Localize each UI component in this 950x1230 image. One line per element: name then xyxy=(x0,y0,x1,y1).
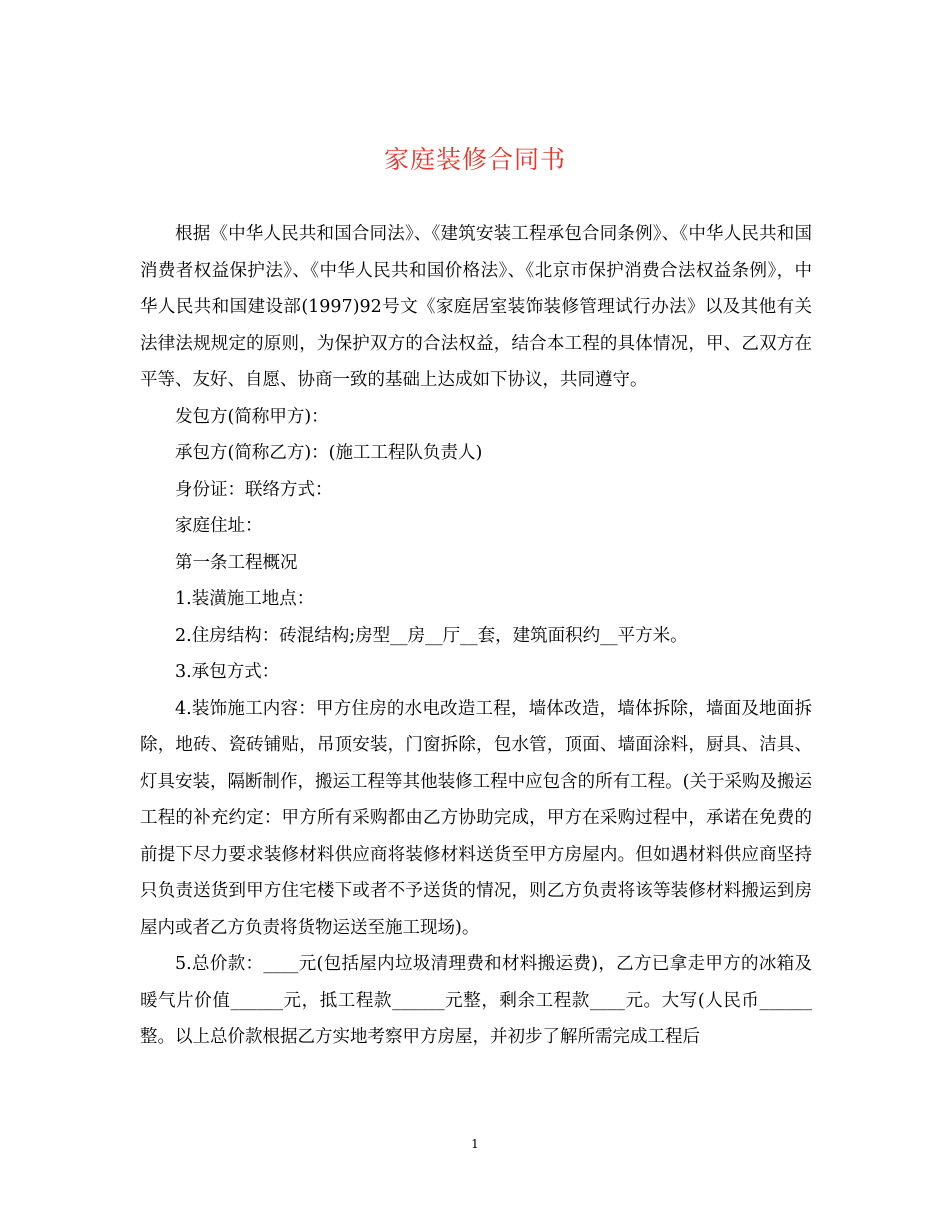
paragraph-address: 家庭住址： xyxy=(175,516,263,536)
section-heading-article-1: 第一条工程概况 xyxy=(175,552,298,573)
document-title: 家庭装修合同书 xyxy=(383,145,566,174)
paragraph-item-4: 4.装饰施工内容：甲方住房的水电改造工程，墙体改造，墙体拆除，墙面及地面拆除，地砖、瓷砖铺贴，吊顶安装，门窗拆除，包水管，顶面、墙面涂料，厨具、洁具、灯具安装，隔断制作，搬运工程等其他装修工程中应包含的所有工程。(关于采购及搬运工程的补充约定：甲方所有采购都由乙方协助完成，甲方在采购过程中，承诺在免费的前提下尽力要求装修材料供应商将装修材料送货至甲方房屋内。但如遇材料供应商坚持只负责送货到甲方住宅楼下或者不予送货的情况，则乙方负责将该等装修材料搬运到房屋内或者乙方负责将货物运送至施工现场)。 xyxy=(140,698,812,938)
paragraph-party-b: 承包方(简称乙方)：(施工工程队负责人) xyxy=(175,443,483,463)
paragraph-item-5: 5.总价款：____元(包括屋内垃圾清理费和材料搬运费)，乙方已拿走甲方的冰箱及暖气片价值______元，抵工程款______元整，剩余工程款____元。大写(人民币______整。以上总价款根据乙方实地考察甲方房屋，并初步了解所需完成工程后 xyxy=(140,954,812,1047)
paragraph-item-2: 2.住房结构：砖混结构;房型__房__厅__套，建筑面积约__平方米。 xyxy=(175,625,688,646)
page-number: 1 xyxy=(471,1137,479,1151)
paragraph-id-contact: 身份证：联络方式： xyxy=(175,479,333,500)
paragraph-item-1: 1.装潢施工地点： xyxy=(175,589,315,609)
document-body xyxy=(140,216,812,1056)
paragraph-preamble: 根据《中华人民共和国合同法》、《建筑安装工程承包合同条例》、《中华人民共和国消费者权益保护法》、《中华人民共和国价格法》、《北京市保护消费合法权益条例》，中华人民共和国建设部(1997)92号文《家庭居室装饰装修管理试行办法》以及其他有关法律法规规定的原则，为保护双方的合法权益，结合本工程的具体情况，甲、乙双方在平等、友好、自愿、协商一致的基础上达成如下协议，共同遵守。 xyxy=(140,224,812,390)
paragraph-party-a: 发包方(简称甲方)： xyxy=(175,406,329,427)
paragraph-item-3: 3.承包方式： xyxy=(175,662,280,682)
